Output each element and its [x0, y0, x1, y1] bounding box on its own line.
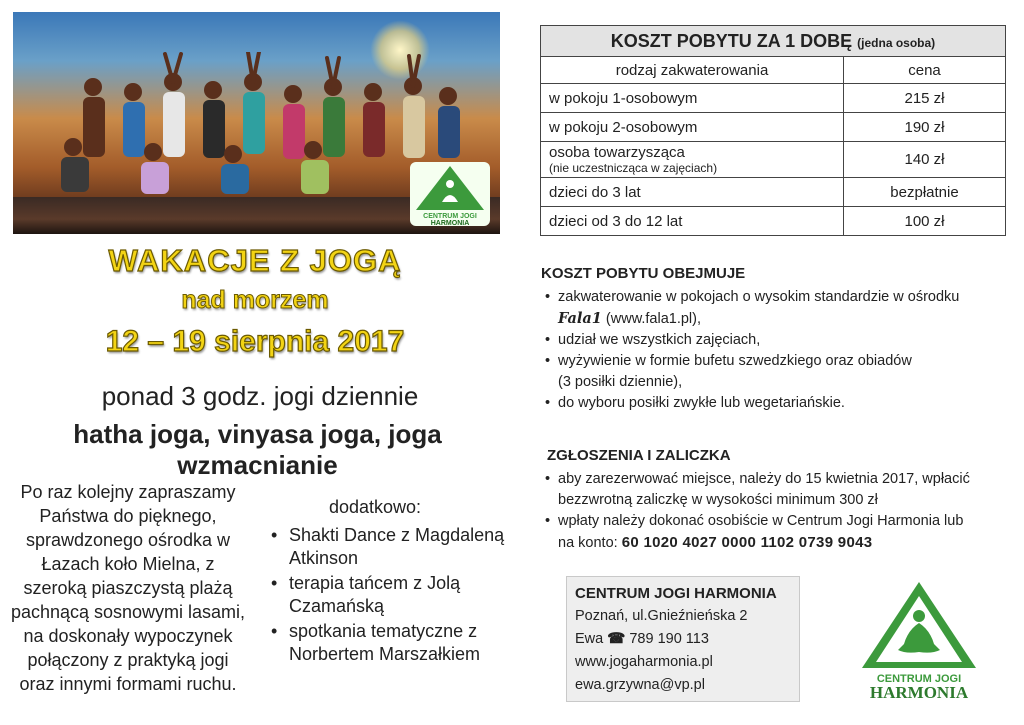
booking-heading: ZGŁOSZENIA I ZALICZKA — [547, 447, 731, 464]
row-type: w pokoju 2-osobowym — [541, 113, 844, 142]
contact-phone-line — [575, 631, 709, 647]
photo-logo — [410, 162, 490, 226]
intro-line: na doskonały wypoczynek — [23, 626, 233, 646]
row-type-text: osoba towarzysząca — [549, 144, 685, 161]
includes-item-text: (3 posiłki dziennie), — [558, 374, 683, 390]
col-header-price: cena — [844, 57, 1006, 84]
intro-text — [8, 480, 248, 696]
intro-line: Państwa do pięknego, — [39, 506, 217, 526]
row-price: 215 zł — [844, 84, 1006, 113]
price-table-caption — [541, 26, 1006, 57]
extras-item: • Shakti Dance z Magdaleną Atkinson — [265, 524, 510, 570]
harmonia-logo-icon — [858, 578, 980, 700]
includes-item: • do wyboru posiłki zwykłe lub wegetariańskie. — [541, 393, 1011, 414]
intro-line: pachnącą sosnowymi lasami, — [10, 602, 246, 622]
intro-line: połączony z praktyką jogi — [27, 650, 229, 670]
contact-website-link[interactable]: www.jogaharmonia.pl — [575, 654, 713, 670]
includes-list — [541, 287, 1011, 414]
svg-text:HARMONIA: HARMONIA — [430, 220, 470, 226]
harmonia-logo-icon — [410, 162, 490, 226]
event-dates: 12 – 19 sierpnia 2017 — [105, 325, 405, 358]
row-price: 100 zł — [844, 207, 1006, 236]
caption-text: KOSZT POBYTU ZA 1 DOBĘ — [610, 30, 853, 51]
account-prefix: na konto: — [558, 535, 618, 551]
extras-heading: dodatkowo: — [328, 497, 422, 517]
row-price: bezpłatnie — [844, 178, 1006, 207]
group-photo — [13, 12, 500, 234]
yoga-types: hatha joga, vinyasa joga, joga wzmacnianie — [73, 419, 442, 480]
intro-line: szeroką piaszczystą plażą — [23, 578, 233, 598]
table-row — [541, 207, 1006, 236]
extras-item: • terapia tańcem z Jolą Czamańską — [265, 572, 510, 618]
booking-item-text: bezzwrotną zaliczkę w wysokości minimum 300 zł — [558, 492, 878, 508]
includes-item — [541, 351, 1011, 393]
logo-text-bottom: HARMONIA — [869, 683, 969, 700]
booking-item — [541, 511, 1011, 554]
price-table — [540, 25, 1006, 236]
event-subtitle: nad morzem — [181, 286, 329, 314]
logo-text-top: CENTRUM JOGI — [876, 673, 962, 685]
contact-name: CENTRUM JOGI HARMONIA — [575, 585, 777, 602]
caption-note: (jedna osoba) — [857, 35, 936, 50]
intro-line: Łazach koło Mielna, z — [41, 554, 215, 574]
extras-item: • spotkania tematyczne z Norbertem Marszałkiem — [265, 620, 510, 666]
row-type — [541, 142, 844, 178]
contact-email-link[interactable]: ewa.grzywna@vp.pl — [575, 677, 705, 693]
row-price: 140 zł — [844, 142, 1006, 178]
intro-line: sprawdzonego ośrodka w — [25, 530, 231, 550]
fala1-brand: Fala1 — [558, 310, 602, 327]
includes-item: • udział we wszystkich zajęciach, — [541, 330, 1011, 351]
event-title: WAKACJE Z JOGĄ — [108, 243, 402, 278]
row-type: w pokoju 1-osobowym — [541, 84, 844, 113]
row-type: dzieci od 3 do 12 lat — [541, 207, 844, 236]
booking-item-text: wpłaty należy dokonać osobiście w Centrum Jogi Harmonia lub — [558, 513, 964, 529]
booking-item-text: aby zarezerwować miejsce, należy do 15 kwietnia 2017, wpłacić — [558, 471, 970, 487]
col-header-type: rodzaj zakwaterowania — [541, 57, 844, 84]
includes-heading: KOSZT POBYTU OBEJMUJE — [541, 265, 746, 282]
table-row — [541, 178, 1006, 207]
row-type: dzieci do 3 lat — [541, 178, 844, 207]
fala1-url: (www.fala1.pl), — [605, 311, 702, 327]
includes-item-text: wyżywienie w formie bufetu szwedzkiego oraz obiadów — [558, 353, 912, 369]
svg-text:CENTRUM JOGI: CENTRUM JOGI — [423, 213, 477, 220]
contact-address: Poznań, ul.Gnieźnieńska 2 — [575, 608, 748, 624]
table-row — [541, 113, 1006, 142]
booking-item — [541, 469, 1011, 511]
extras-list — [265, 524, 510, 668]
contact-box — [566, 576, 800, 702]
table-row — [541, 84, 1006, 113]
row-type-note: (nie uczestnicząca w zajęciach) — [549, 161, 718, 175]
bank-account-number: 60 1020 4027 0000 1102 0739 9043 — [621, 534, 873, 551]
includes-item — [541, 287, 1011, 330]
phone-icon: ☎ — [607, 631, 626, 647]
table-row — [541, 142, 1006, 178]
contact-phone[interactable]: 789 190 113 — [629, 631, 709, 647]
contact-person: Ewa — [575, 631, 604, 647]
row-price: 190 zł — [844, 113, 1006, 142]
booking-list — [541, 469, 1011, 554]
daily-hours: ponad 3 godz. jogi dziennie — [101, 381, 419, 411]
intro-line: Po raz kolejny zapraszamy — [20, 482, 236, 502]
includes-item-text: zakwaterowanie w pokojach o wysokim standardzie w ośrodku — [558, 289, 960, 305]
intro-line: oraz innymi formami ruchu. — [19, 674, 237, 694]
